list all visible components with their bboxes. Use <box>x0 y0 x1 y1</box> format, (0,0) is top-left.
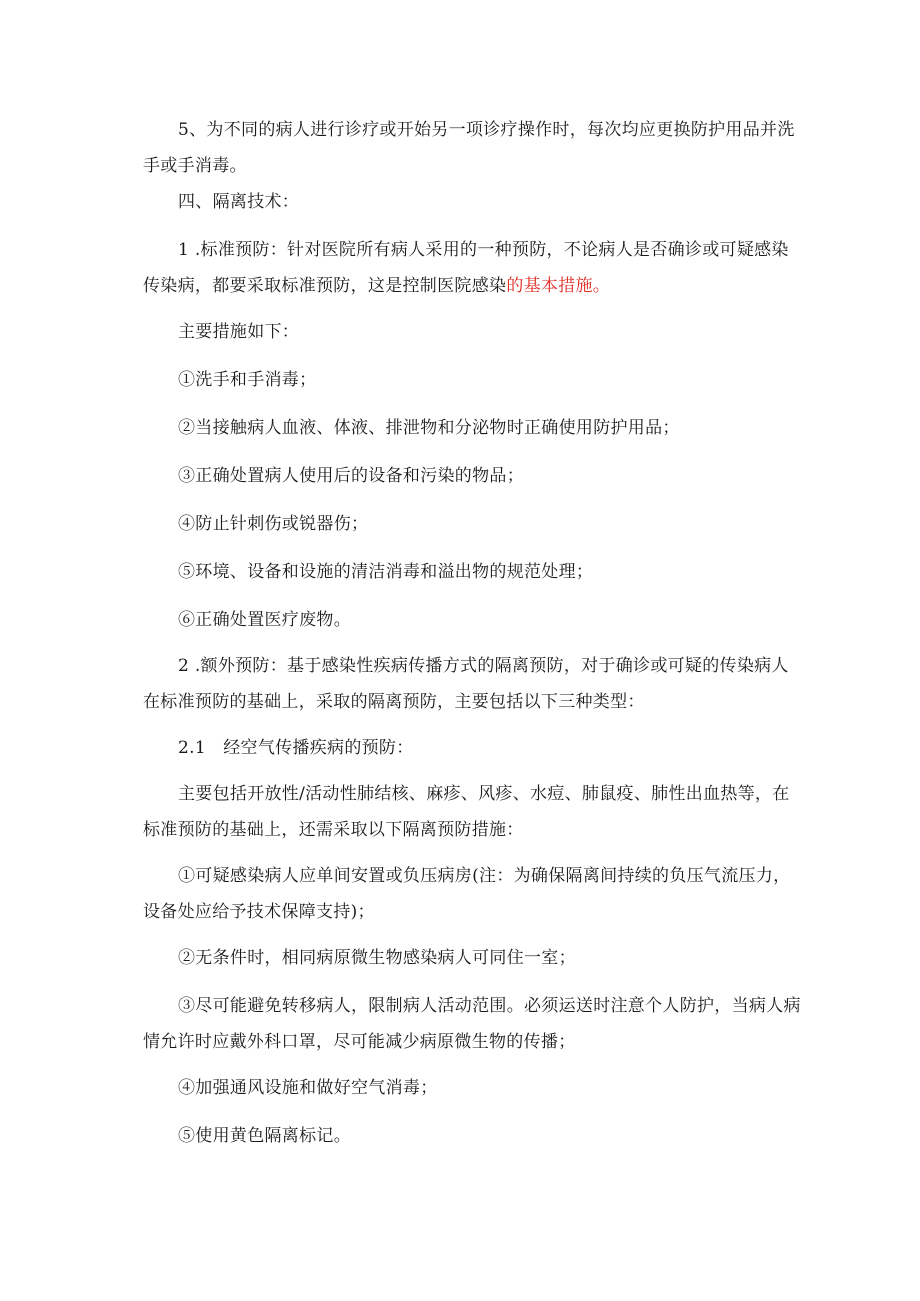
paragraph-text: 2 .额外预防：基于感染性疾病传播方式的隔离预防，对于确诊或可疑的传染病人在标准预防的基础上，采取的隔离预防，主要包括以下三种类型： <box>143 656 789 712</box>
paragraph-text: 主要包括开放性/活动性肺结核、麻疹、风疹、水痘、肺鼠疫、肺性出血热等，在标准预防的基础上，还需采取以下隔离预防措施： <box>143 784 790 840</box>
list-item-text: ⑥正确处置医疗废物。 <box>178 610 351 630</box>
list-item-text: ④防止针刺伤或锐器伤； <box>178 514 369 534</box>
heading-text: 四、隔离技术： <box>178 192 300 212</box>
list-item-text: ①可疑感染病人应单间安置或负压病房(注：为确保隔离间持续的负压气流压力，设备处应给予技术保障支持)； <box>143 866 791 922</box>
list-item-needle-injury <box>143 506 803 542</box>
list-item-equipment-handling <box>143 458 803 494</box>
list-item-hand-hygiene <box>143 362 803 398</box>
paragraph-standard-precautions <box>143 232 803 304</box>
list-item-text: ②无条件时，相同病原微生物感染病人可同住一室； <box>178 948 576 968</box>
highlighted-text: 的基本措施。 <box>506 276 611 296</box>
list-item-protective-use <box>143 410 803 446</box>
list-item-text: ⑤使用黄色隔离标记。 <box>178 1126 351 1146</box>
section-heading-isolation <box>143 184 803 220</box>
paragraph-text: 5、为不同的病人进行诊疗或开始另一项诊疗操作时，每次均应更换防护用品并洗手或手消毒。 <box>143 120 795 176</box>
list-item-single-room <box>143 858 803 930</box>
paragraph-additional-precautions <box>143 648 803 720</box>
subsection-heading-airborne <box>143 730 803 766</box>
list-item-text: ③正确处置病人使用后的设备和污染的物品； <box>178 466 524 486</box>
paragraph-text: 主要措施如下： <box>178 322 300 342</box>
paragraph-text: 1 .标准预防：针对医院所有病人采用的一种预防，不论病人是否确诊或可疑感染传染病，都要采取标准预防，这是控制医院感染 <box>143 240 789 296</box>
list-item-text: ②当接触病人血液、体液、排泄物和分泌物时正确使用防护用品； <box>178 418 680 438</box>
list-item-shared-room <box>143 940 803 976</box>
list-item-medical-waste <box>143 602 803 638</box>
list-item-limit-transfer <box>143 988 803 1060</box>
list-item-text: ⑤环境、设备和设施的清洁消毒和溢出物的规范处理； <box>178 562 594 582</box>
paragraph-protective-equipment <box>143 112 803 184</box>
list-item-yellow-label <box>143 1118 803 1154</box>
paragraph-airborne-diseases <box>143 776 803 848</box>
list-item-environment-cleaning <box>143 554 803 590</box>
heading-text: 2.1 经空气传播疾病的预防： <box>178 738 414 758</box>
paragraph-main-measures <box>143 314 803 350</box>
list-item-text: ①洗手和手消毒； <box>178 370 317 390</box>
list-item-text: ③尽可能避免转移病人，限制病人活动范围。必须运送时注意个人防护，当病人病情允许时应戴外科口罩，尽可能减少病原微生物的传播； <box>143 996 801 1052</box>
list-item-ventilation <box>143 1070 803 1106</box>
list-item-text: ④加强通风设施和做好空气消毒； <box>178 1078 438 1098</box>
